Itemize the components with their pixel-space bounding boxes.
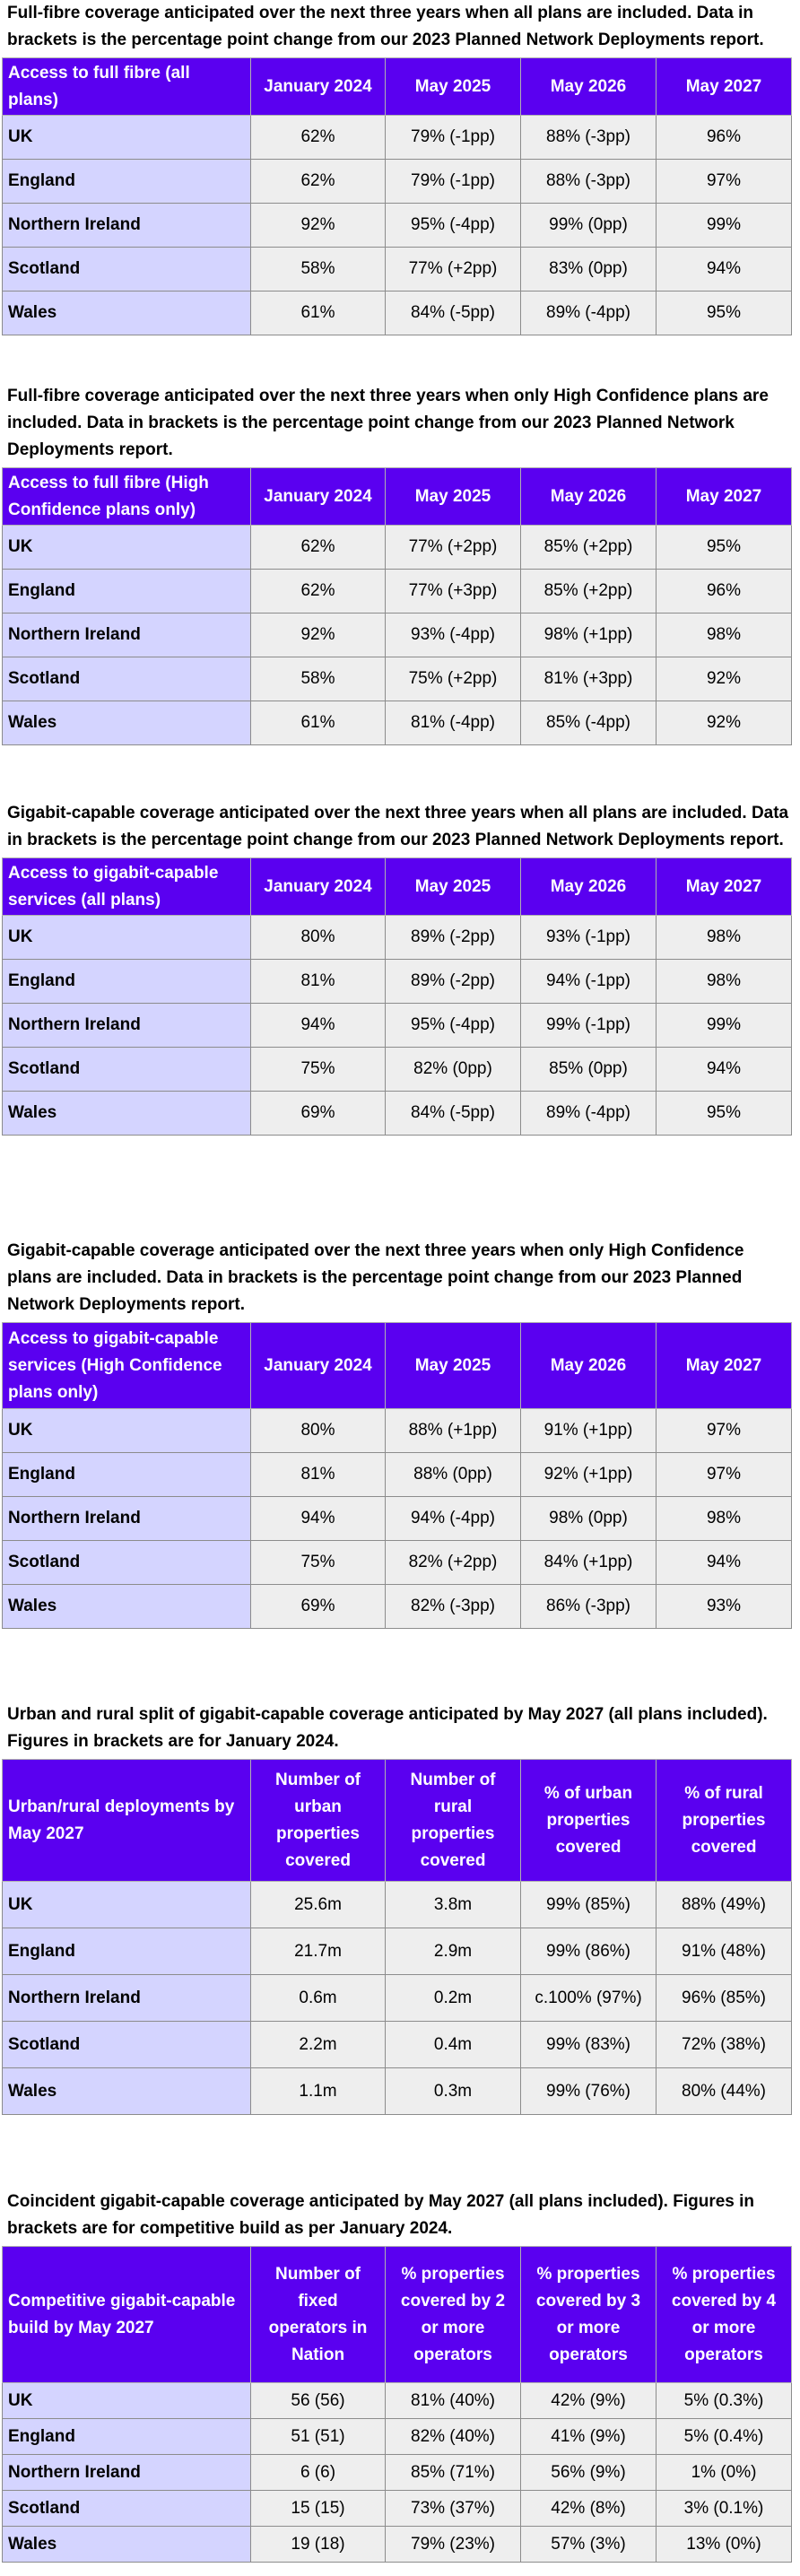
table-cell: 89% (-4pp) [521,292,657,335]
table-cell: 95% [657,526,792,570]
table-cell: 0.3m [386,2068,521,2115]
table-cell: 81% (-4pp) [386,701,521,745]
table-cell: 88% (0pp) [386,1453,521,1497]
table-cell: 2.2m [251,2022,386,2068]
table-cell: 92% [251,204,386,248]
table-cell: 96% [657,116,792,160]
row-label: UK [3,526,251,570]
column-header: May 2026 [521,858,657,916]
table-cell: 88% (-3pp) [521,116,657,160]
corner-header: Access to full fibre (all plans) [3,58,251,116]
table-cell: 79% (-1pp) [386,116,521,160]
table-caption: Full-fibre coverage anticipated over the next three years when only High Confidence plans are included. Data in brackets is the percentage point change from our 2023 Planned Network Deployments report. [7,387,769,459]
table-cell: 86% (-3pp) [521,1585,657,1629]
table-cell: 91% (48%) [657,1928,792,1975]
table-cell: 81% [251,960,386,1004]
row-label: Scotland [3,1048,251,1092]
table-cell: 85% (0pp) [521,1048,657,1092]
table-cell: 80% [251,916,386,960]
column-header: May 2026 [521,58,657,116]
table-cell: 82% (-3pp) [386,1585,521,1629]
table-row [3,1048,792,1092]
full-fibre-high-confidence-section [0,383,800,745]
row-label: Wales [3,2068,251,2115]
table-row [3,657,792,701]
table-cell: 99% (83%) [521,2022,657,2068]
row-label: Wales [3,2527,251,2563]
table-caption: Gigabit-capable coverage anticipated over the next three years when only High Confidence plans are included. Data in brackets is the percentage point change from our 2023 Planned Network Deployments report. [7,1241,744,1314]
table-row [3,526,792,570]
column-header: January 2024 [251,468,386,526]
corner-header: Urban/rural deployments by May 2027 [3,1760,251,1882]
gigabit-all-plans-section [0,800,800,1136]
table-cell: 99% (86%) [521,1928,657,1975]
table-row [3,2022,792,2068]
table-cell: 98% [657,614,792,657]
column-header: May 2025 [386,468,521,526]
corner-header: Access to gigabit-capable services (all plans) [3,858,251,916]
table-cell: 99% [657,204,792,248]
table-row [3,1541,792,1585]
table-cell: 84% (-5pp) [386,1092,521,1136]
table-cell: 85% (71%) [386,2455,521,2491]
table-cell: 89% (-2pp) [386,916,521,960]
table-cell: 98% [657,916,792,960]
table-cell: 93% [657,1585,792,1629]
column-header: January 2024 [251,58,386,116]
column-header: % of urban properties covered [521,1760,657,1882]
competitive-build-table [2,2246,792,2563]
table-cell: 88% (49%) [657,1882,792,1928]
header-row [3,468,792,526]
row-label: Wales [3,292,251,335]
table-cell: 97% [657,160,792,204]
table-row [3,204,792,248]
row-label: England [3,1453,251,1497]
gigabit-high-confidence-table [2,1322,792,1629]
table-cell: 75% [251,1048,386,1092]
table-cell: 75% [251,1541,386,1585]
table-row [3,2491,792,2527]
table-cell: 15 (15) [251,2491,386,2527]
table-row [3,2527,792,2563]
table-cell: 41% (9%) [521,2419,657,2455]
table-row [3,248,792,292]
table-cell: 3% (0.1%) [657,2491,792,2527]
table-row [3,2419,792,2455]
table-cell: 75% (+2pp) [386,657,521,701]
table-cell: 88% (-3pp) [521,160,657,204]
column-header: % properties covered by 3 or more operators [521,2247,657,2383]
row-label: Northern Ireland [3,204,251,248]
table-cell: 94% [657,1541,792,1585]
column-header: May 2026 [521,468,657,526]
table-caption: Coincident gigabit-capable coverage anticipated by May 2027 (all plans included). Figures in brackets are for competitive build as per January 2024. [7,2192,755,2238]
row-label: UK [3,2383,251,2419]
table-cell: 73% (37%) [386,2491,521,2527]
table-cell: 61% [251,701,386,745]
row-label: UK [3,916,251,960]
row-label: UK [3,116,251,160]
full-fibre-all-plans-table [2,57,792,335]
full-fibre-high-confidence-table [2,467,792,745]
row-label: Scotland [3,2491,251,2527]
table-cell: 92% (+1pp) [521,1453,657,1497]
column-header: May 2025 [386,1323,521,1409]
table-cell: 94% (-1pp) [521,960,657,1004]
table-cell: 62% [251,526,386,570]
table-cell: 3.8m [386,1882,521,1928]
table-cell: 79% (-1pp) [386,160,521,204]
column-header: Number of fixed operators in Nation [251,2247,386,2383]
table-cell: 94% [251,1497,386,1541]
table-cell: 93% (-1pp) [521,916,657,960]
table-row [3,1585,792,1629]
row-label: Scotland [3,248,251,292]
table-cell: 0.6m [251,1975,386,2022]
table-cell: 42% (8%) [521,2491,657,2527]
row-label: England [3,2419,251,2455]
row-label: England [3,960,251,1004]
table-cell: 85% (-4pp) [521,701,657,745]
table-cell: 92% [657,701,792,745]
table-cell: 96% (85%) [657,1975,792,2022]
table-row [3,1004,792,1048]
table-cell: 0.2m [386,1975,521,2022]
table-cell: 98% [657,960,792,1004]
table-cell: 56% (9%) [521,2455,657,2491]
table-cell: 97% [657,1453,792,1497]
column-header: % properties covered by 2 or more operators [386,2247,521,2383]
table-cell: 81% (+3pp) [521,657,657,701]
table-row [3,1453,792,1497]
header-row [3,858,792,916]
table-cell: 93% (-4pp) [386,614,521,657]
table-cell: 94% [657,1048,792,1092]
row-label: Scotland [3,2022,251,2068]
header-row [3,1323,792,1409]
table-cell: 91% (+1pp) [521,1409,657,1453]
table-row [3,1882,792,1928]
table-cell: 21.7m [251,1928,386,1975]
table-cell: 85% (+2pp) [521,526,657,570]
column-header: May 2026 [521,1323,657,1409]
table-row [3,2455,792,2491]
column-header: May 2027 [657,58,792,116]
table-row [3,916,792,960]
row-label: England [3,1928,251,1975]
header-row [3,1760,792,1882]
table-cell: 95% (-4pp) [386,1004,521,1048]
row-label: Wales [3,1585,251,1629]
competitive-build-section [0,2189,800,2563]
table-cell: 1% (0%) [657,2455,792,2491]
table-cell: 0.4m [386,2022,521,2068]
table-cell: 82% (0pp) [386,1048,521,1092]
table-cell: 99% (0pp) [521,204,657,248]
column-header: May 2025 [386,58,521,116]
table-cell: 98% (0pp) [521,1497,657,1541]
table-row [3,292,792,335]
corner-header: Access to gigabit-capable services (High Confidence plans only) [3,1323,251,1409]
row-label: Northern Ireland [3,614,251,657]
row-label: England [3,160,251,204]
header-row [3,58,792,116]
row-label: Wales [3,1092,251,1136]
table-row [3,1975,792,2022]
table-cell: 92% [251,614,386,657]
table-cell: 95% [657,292,792,335]
table-cell: 95% [657,1092,792,1136]
table-row [3,116,792,160]
row-label: Scotland [3,1541,251,1585]
table-cell: 99% (-1pp) [521,1004,657,1048]
corner-header: Competitive gigabit-capable build by May 2027 [3,2247,251,2383]
column-header: % properties covered by 4 or more operators [657,2247,792,2383]
table-cell: 84% (+1pp) [521,1541,657,1585]
table-cell: 77% (+2pp) [386,248,521,292]
row-label: Northern Ireland [3,1004,251,1048]
table-cell: 92% [657,657,792,701]
column-header: Number of urban properties covered [251,1760,386,1882]
table-row [3,160,792,204]
column-header: May 2027 [657,468,792,526]
gigabit-all-plans-table [2,857,792,1136]
row-label: Northern Ireland [3,1975,251,2022]
table-row [3,1409,792,1453]
table-cell: 42% (9%) [521,2383,657,2419]
row-label: England [3,570,251,614]
table-cell: 88% (+1pp) [386,1409,521,1453]
table-cell: 2.9m [386,1928,521,1975]
table-cell: 69% [251,1092,386,1136]
table-cell: 99% (85%) [521,1882,657,1928]
table-caption: Urban and rural split of gigabit-capable coverage anticipated by May 2027 (all plans included). Figures in brackets are for January 2024. [7,1705,768,1751]
table-cell: 58% [251,248,386,292]
table-cell: 5% (0.3%) [657,2383,792,2419]
table-cell: 57% (3%) [521,2527,657,2563]
table-cell: 83% (0pp) [521,248,657,292]
row-label: UK [3,1409,251,1453]
table-cell: 84% (-5pp) [386,292,521,335]
table-cell: 94% (-4pp) [386,1497,521,1541]
table-cell: 72% (38%) [657,2022,792,2068]
table-cell: 97% [657,1409,792,1453]
table-cell: c.100% (97%) [521,1975,657,2022]
table-cell: 81% (40%) [386,2383,521,2419]
table-cell: 19 (18) [251,2527,386,2563]
table-caption: Full-fibre coverage anticipated over the next three years when all plans are included. Data in brackets is the percentage point change from our 2023 Planned Network Deployments report. [7,4,764,49]
header-row [3,2247,792,2383]
table-cell: 89% (-2pp) [386,960,521,1004]
row-label: Northern Ireland [3,1497,251,1541]
table-cell: 77% (+3pp) [386,570,521,614]
row-label: Northern Ireland [3,2455,251,2491]
table-row [3,614,792,657]
column-header: January 2024 [251,858,386,916]
table-cell: 62% [251,160,386,204]
table-cell: 77% (+2pp) [386,526,521,570]
table-cell: 51 (51) [251,2419,386,2455]
table-cell: 94% [251,1004,386,1048]
column-header: May 2027 [657,858,792,916]
gigabit-high-confidence-section [0,1238,800,1629]
table-cell: 1.1m [251,2068,386,2115]
table-cell: 80% [251,1409,386,1453]
row-label: Wales [3,701,251,745]
urban-rural-split-table [2,1759,792,2115]
table-cell: 13% (0%) [657,2527,792,2563]
table-row [3,1497,792,1541]
table-cell: 95% (-4pp) [386,204,521,248]
table-cell: 94% [657,248,792,292]
row-label: Scotland [3,657,251,701]
table-cell: 80% (44%) [657,2068,792,2115]
table-cell: 98% [657,1497,792,1541]
corner-header: Access to full fibre (High Confidence plans only) [3,468,251,526]
row-label: UK [3,1882,251,1928]
full-fibre-all-plans-section [0,0,800,335]
table-cell: 69% [251,1585,386,1629]
table-cell: 96% [657,570,792,614]
column-header: May 2027 [657,1323,792,1409]
table-row [3,2383,792,2419]
table-cell: 62% [251,570,386,614]
table-cell: 82% (+2pp) [386,1541,521,1585]
column-header: January 2024 [251,1323,386,1409]
table-caption: Gigabit-capable coverage anticipated over the next three years when all plans are included. Data in brackets is the percentage point change from our 2023 Planned Network Deployments report. [7,804,789,849]
table-cell: 5% (0.4%) [657,2419,792,2455]
table-cell: 58% [251,657,386,701]
column-header: May 2025 [386,858,521,916]
column-header: Number of rural properties covered [386,1760,521,1882]
table-cell: 99% (76%) [521,2068,657,2115]
urban-rural-split-section [0,1701,800,2115]
table-cell: 85% (+2pp) [521,570,657,614]
table-row [3,1928,792,1975]
table-cell: 25.6m [251,1882,386,1928]
table-cell: 79% (23%) [386,2527,521,2563]
table-row [3,570,792,614]
table-cell: 61% [251,292,386,335]
table-row [3,1092,792,1136]
table-cell: 62% [251,116,386,160]
table-row [3,2068,792,2115]
table-row [3,701,792,745]
table-cell: 81% [251,1453,386,1497]
table-cell: 56 (56) [251,2383,386,2419]
table-cell: 6 (6) [251,2455,386,2491]
column-header: % of rural properties covered [657,1760,792,1882]
table-cell: 82% (40%) [386,2419,521,2455]
table-row [3,960,792,1004]
table-cell: 98% (+1pp) [521,614,657,657]
table-cell: 99% [657,1004,792,1048]
table-cell: 89% (-4pp) [521,1092,657,1136]
